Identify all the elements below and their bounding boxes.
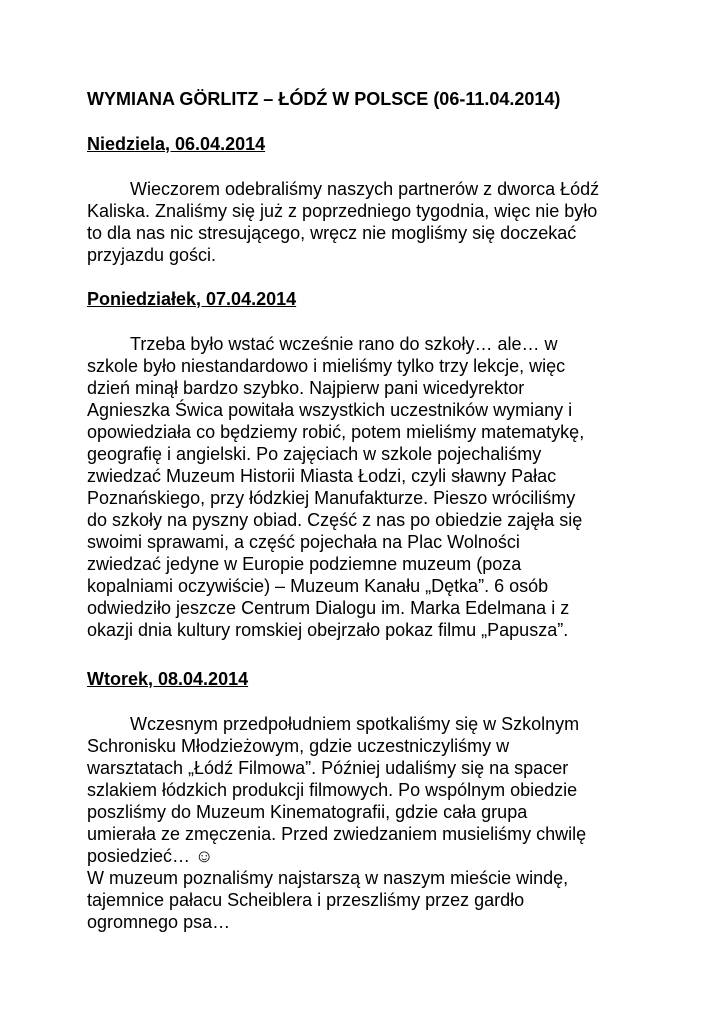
paragraph-line: przyjazdu gości. <box>87 245 217 265</box>
paragraph-line: okazji dnia kultury romskiej obejrzało pokaz filmu „Papusza”. <box>87 620 569 640</box>
paragraph-line: opowiedziała co będziemy robić, potem mieliśmy matematykę, <box>87 422 585 442</box>
paragraph-line: Poznańskiego, przy łódzkiej Manufakturze. Pieszo wróciliśmy <box>87 488 576 508</box>
paragraph-line: warsztatach „Łódź Filmowa”. Później udaliśmy się na spacer <box>87 758 569 778</box>
paragraph-line: to dla nas nic stresującego, wręcz nie mogliśmy się doczekać <box>87 223 577 243</box>
paragraph-line: szlakiem łódzkich produkcji filmowych. Po wspólnym obiedzie <box>87 780 578 800</box>
paragraph-line: Wczesnym przedpołudniem spotkaliśmy się w Szkolnym <box>130 714 580 734</box>
section-heading-monday: Poniedziałek, 07.04.2014 <box>87 289 297 309</box>
section-heading-tuesday: Wtorek, 08.04.2014 <box>87 669 249 689</box>
paragraph-line: Schronisku Młodzieżowym, gdzie uczestniczyliśmy w <box>87 736 510 756</box>
paragraph-line: odwiedziło jeszcze Centrum Dialogu im. Marka Edelmana i z <box>87 598 570 618</box>
paragraph-line: zwiedzać Muzeum Historii Miasta Łodzi, czyli sławny Pałac <box>87 466 557 486</box>
paragraph-line: Wieczorem odebraliśmy naszych partnerów z dworca Łódź <box>130 179 600 199</box>
paragraph-line: tajemnice pałacu Scheiblera i przeszliśmy przez gardło <box>87 890 525 910</box>
paragraph-line: dzień minął bardzo szybko. Najpierw pani wicedyrektor <box>87 378 525 398</box>
paragraph-line: Kaliska. Znaliśmy się już z poprzedniego tygodnia, więc nie było <box>87 201 598 221</box>
paragraph-line: poszliśmy do Muzeum Kinematografii, gdzie cała grupa <box>87 802 528 822</box>
paragraph-line: umierała ze zmęczenia. Przed zwiedzaniem musieliśmy chwilę <box>87 824 587 844</box>
section-body-sunday <box>87 178 647 266</box>
paragraph-line: Trzeba było wstać wcześnie rano do szkoły… ale… w <box>130 334 558 354</box>
paragraph-line: ogromnego psa… <box>87 912 231 932</box>
paragraph-line: Agnieszka Świca powitała wszystkich uczestników wymiany i <box>87 400 573 420</box>
paragraph-line: swoimi sprawami, a część pojechała na Plac Wolności <box>87 532 520 552</box>
paragraph-line: zwiedzać jedyne w Europie podziemne muzeum (poza <box>87 554 522 574</box>
paragraph-line: geografię i angielski. Po zajęciach w szkole pojechaliśmy <box>87 444 542 464</box>
document-title: WYMIANA GÖRLITZ – ŁÓDŹ W POLSCE (06-11.04.2014) <box>87 89 561 109</box>
section-body-tuesday <box>87 713 647 933</box>
paragraph-line: posiedzieć… ☺ <box>87 846 214 866</box>
paragraph-line: do szkoły na pyszny obiad. Część z nas po obiedzie zajęła się <box>87 510 583 530</box>
section-heading-sunday: Niedziela, 06.04.2014 <box>87 134 266 154</box>
paragraph-line: kopalniami oczywiście) – Muzeum Kanału „Dętka”. 6 osób <box>87 576 549 596</box>
section-body-monday <box>87 333 647 641</box>
paragraph-line: W muzeum poznaliśmy najstarszą w naszym mieście windę, <box>87 868 569 888</box>
paragraph-line: szkole było niestandardowo i mieliśmy tylko trzy lekcje, więc <box>87 356 566 376</box>
